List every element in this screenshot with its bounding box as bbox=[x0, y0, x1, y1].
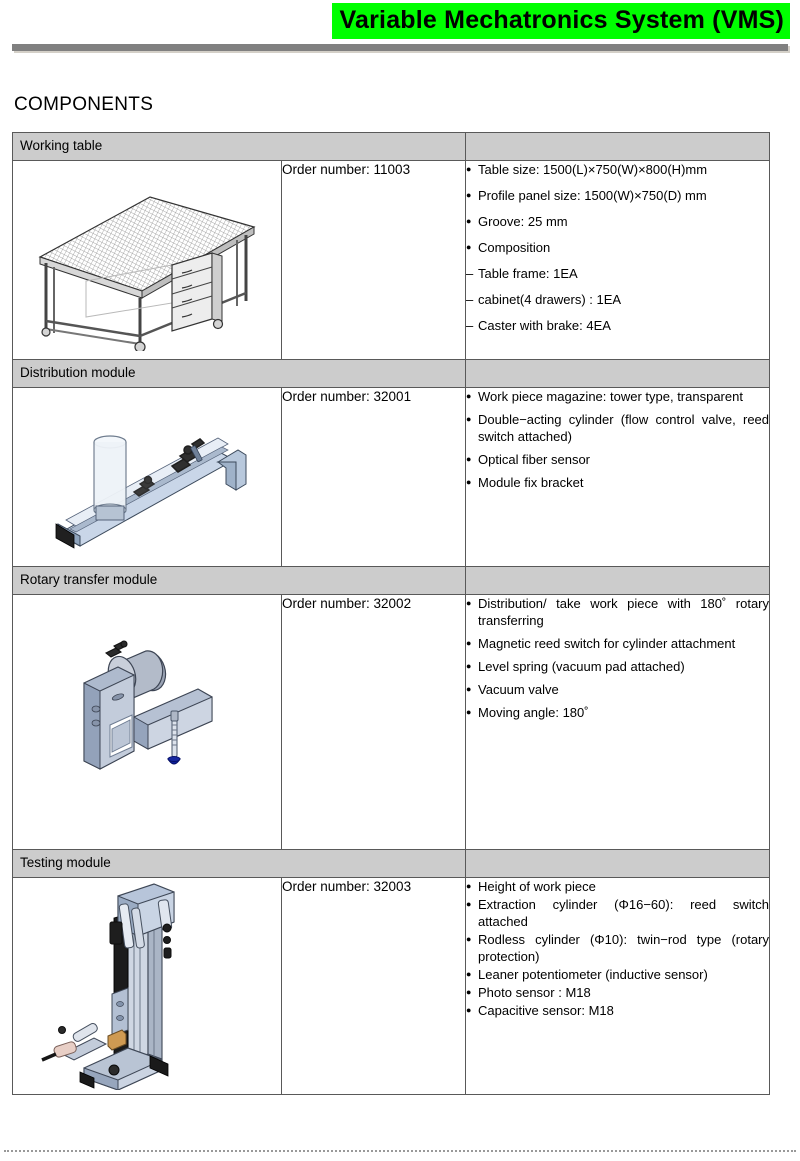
module-name-label: Rotary transfer module bbox=[20, 572, 158, 587]
order-number-cell bbox=[282, 161, 466, 360]
spec-list bbox=[466, 161, 769, 334]
module-header-spacer-cell bbox=[466, 850, 770, 878]
page-title: Variable Mechatronics System (VMS) bbox=[332, 3, 790, 39]
distribution-module-illustration bbox=[13, 388, 281, 560]
table-row bbox=[13, 878, 770, 1095]
spec-item: ● Distribution/ take work piece with 180˚ rotary transferring bbox=[466, 595, 769, 629]
module-name-label: Testing module bbox=[20, 855, 111, 870]
specification-cell bbox=[466, 595, 770, 850]
footer-divider bbox=[4, 1150, 796, 1152]
spec-item: ● Double−acting cylinder (flow control valve, reed switch attached) bbox=[466, 411, 769, 445]
module-name-label: Distribution module bbox=[20, 365, 136, 380]
components-table bbox=[12, 132, 770, 1095]
spec-item: ● Moving angle: 180˚ bbox=[466, 704, 769, 721]
order-number-cell bbox=[282, 878, 466, 1095]
table-row bbox=[13, 161, 770, 360]
spec-item: – cabinet(4 drawers) : 1EA bbox=[466, 291, 769, 308]
spec-item: ● Height of work piece bbox=[466, 878, 769, 895]
spec-item: ● Work piece magazine: tower type, transparent bbox=[466, 388, 769, 405]
order-number-text: Order number: 32002 bbox=[282, 596, 412, 611]
spec-item: ● Photo sensor : M18 bbox=[466, 984, 769, 1001]
spec-item: ● Profile panel size: 1500(W)×750(D) mm bbox=[466, 187, 769, 204]
testing-module-illustration bbox=[13, 878, 281, 1090]
spec-item: ● Magnetic reed switch for cylinder attachment bbox=[466, 635, 769, 652]
module-image-cell bbox=[13, 161, 282, 360]
order-number-cell bbox=[282, 595, 466, 850]
module-header-row bbox=[13, 133, 770, 161]
order-number-cell bbox=[282, 388, 466, 567]
order-number-text: Order number: 11003 bbox=[282, 162, 411, 177]
table-row bbox=[13, 595, 770, 850]
spec-item: ● Extraction cylinder (Φ16−60): reed switch attached bbox=[466, 896, 769, 930]
module-image-cell bbox=[13, 878, 282, 1095]
specification-cell bbox=[466, 878, 770, 1095]
order-number-text: Order number: 32003 bbox=[282, 879, 412, 894]
spec-list bbox=[466, 878, 769, 1019]
spec-item: ● Leaner potentiometer (inductive sensor) bbox=[466, 966, 769, 983]
module-header-row bbox=[13, 360, 770, 388]
spec-item: ● Level spring (vacuum pad attached) bbox=[466, 658, 769, 675]
spec-item: ● Capacitive sensor: M18 bbox=[466, 1002, 769, 1019]
header-divider-bar bbox=[12, 44, 788, 51]
module-header-cell bbox=[13, 133, 466, 161]
module-header-cell bbox=[13, 360, 466, 388]
spec-item: ● Optical fiber sensor bbox=[466, 451, 769, 468]
spec-item: ● Rodless cylinder (Φ10): twin−rod type (rotary protection) bbox=[466, 931, 769, 965]
module-name-label: Working table bbox=[20, 138, 103, 153]
spec-item: ● Table size: 1500(L)×750(W)×800(H)mm bbox=[466, 161, 769, 178]
module-header-spacer-cell bbox=[466, 567, 770, 595]
order-number-text: Order number: 32001 bbox=[282, 389, 412, 404]
module-header-cell bbox=[13, 567, 466, 595]
spec-item: – Caster with brake: 4EA bbox=[466, 317, 769, 334]
working-table-illustration bbox=[13, 161, 281, 351]
spec-item: ● Groove: 25 mm bbox=[466, 213, 769, 230]
spec-item: ● Vacuum valve bbox=[466, 681, 769, 698]
spec-list bbox=[466, 595, 769, 721]
module-header-spacer-cell bbox=[466, 360, 770, 388]
spec-list bbox=[466, 388, 769, 491]
section-heading: COMPONENTS bbox=[14, 94, 154, 115]
table-row bbox=[13, 388, 770, 567]
spec-item: ● Module fix bracket bbox=[466, 474, 769, 491]
module-image-cell bbox=[13, 595, 282, 850]
spec-item: ● Composition bbox=[466, 239, 769, 256]
module-image-cell bbox=[13, 388, 282, 567]
rotary-transfer-module-illustration bbox=[13, 613, 281, 849]
module-header-row bbox=[13, 567, 770, 595]
module-header-cell bbox=[13, 850, 466, 878]
spec-item: – Table frame: 1EA bbox=[466, 265, 769, 282]
module-header-row bbox=[13, 850, 770, 878]
page-header bbox=[0, 0, 800, 56]
module-header-spacer-cell bbox=[466, 133, 770, 161]
specification-cell bbox=[466, 388, 770, 567]
specification-cell bbox=[466, 161, 770, 360]
